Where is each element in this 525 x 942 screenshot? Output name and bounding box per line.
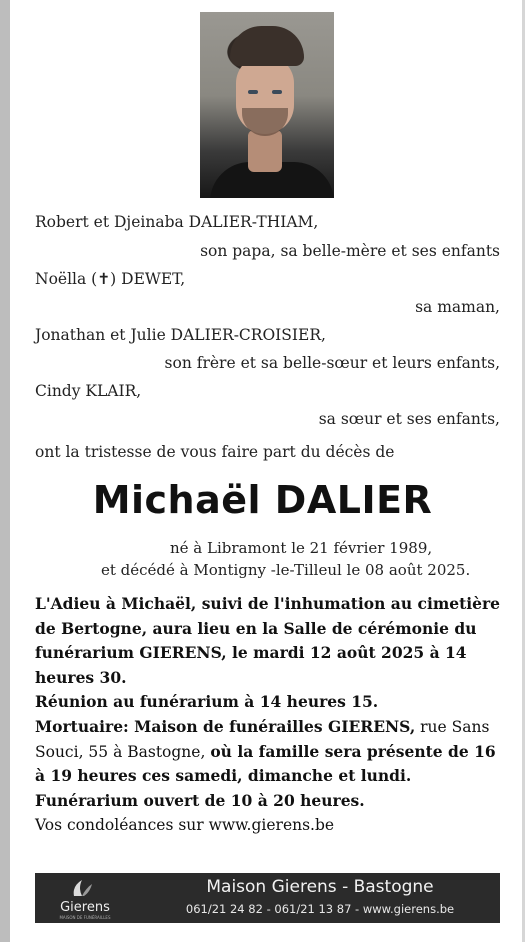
deceased-name: Michaël DALIER: [92, 478, 433, 522]
banner-contact: 061/21 24 82 - 061/21 13 87 - www.gierens.be: [185, 902, 455, 916]
mortuary-label: Mortuaire: Maison de funérailles GIERENS,: [35, 716, 416, 736]
farewell-text: L'Adieu à Michaël, suivi de l'inhumation au cimetière de Bertogne, aura lieu en la Salle de cérémonie du funérarium GIERENS, le mardi 12 août 2025 à 14 heures 30.: [35, 594, 501, 687]
banner-title: Maison Gierens - Bastogne: [206, 877, 434, 897]
family-relation-3: son frère et sa belle-sœur et leurs enfants,: [164, 354, 500, 372]
family-name-1: Robert et Djeinaba DALIER-THIAM,: [35, 213, 319, 231]
ceremony-details: [35, 592, 505, 838]
hours-text: Funérarium ouvert de 10 à 20 heures.: [35, 790, 365, 810]
gierens-logo: [45, 878, 125, 918]
logo-subtext: MAISON DE FUNÉRAILLES: [59, 915, 111, 920]
family-name-4: Cindy KLAIR,: [35, 382, 142, 400]
photo-eye-left: [248, 90, 258, 94]
photo-neck: [248, 130, 282, 172]
family-relation-4: sa sœur et ses enfants,: [318, 410, 500, 428]
mortuary-address: rue Sans Souci, 55 à Bastogne,: [35, 717, 490, 761]
mortuary-paragraph: [35, 715, 505, 789]
family-name-3: Jonathan et Julie DALIER-CROISIER,: [35, 326, 326, 344]
family-relation-2: sa maman,: [415, 298, 500, 316]
funeral-home-banner: [35, 873, 500, 923]
announcement-text: ont la tristesse de vous faire part du décès de: [35, 443, 395, 461]
photo-eye-right: [272, 90, 282, 94]
birth-line: né à Libramont le 21 février 1989,: [170, 539, 433, 557]
photo-hair: [230, 26, 304, 66]
family-name-2: Noëlla (✝) DEWET,: [35, 270, 186, 288]
portrait-photo: [200, 12, 334, 198]
condolences-text: Vos condoléances sur www.gierens.be: [35, 816, 335, 835]
death-line: et décédé à Montigny -le-Tilleul le 08 août 2025.: [101, 561, 471, 579]
mortuary-presence: où la famille sera présente de 16 à 19 heures ces samedi, dimanche et lundi.: [35, 741, 496, 786]
logo-mark-icon: [70, 878, 94, 898]
logo-text: Gierens: [60, 900, 110, 915]
left-border: [0, 0, 10, 942]
family-relation-1: son papa, sa belle-mère et ses enfants: [200, 242, 500, 260]
meeting-text: Réunion au funérarium à 14 heures 15.: [35, 692, 379, 712]
